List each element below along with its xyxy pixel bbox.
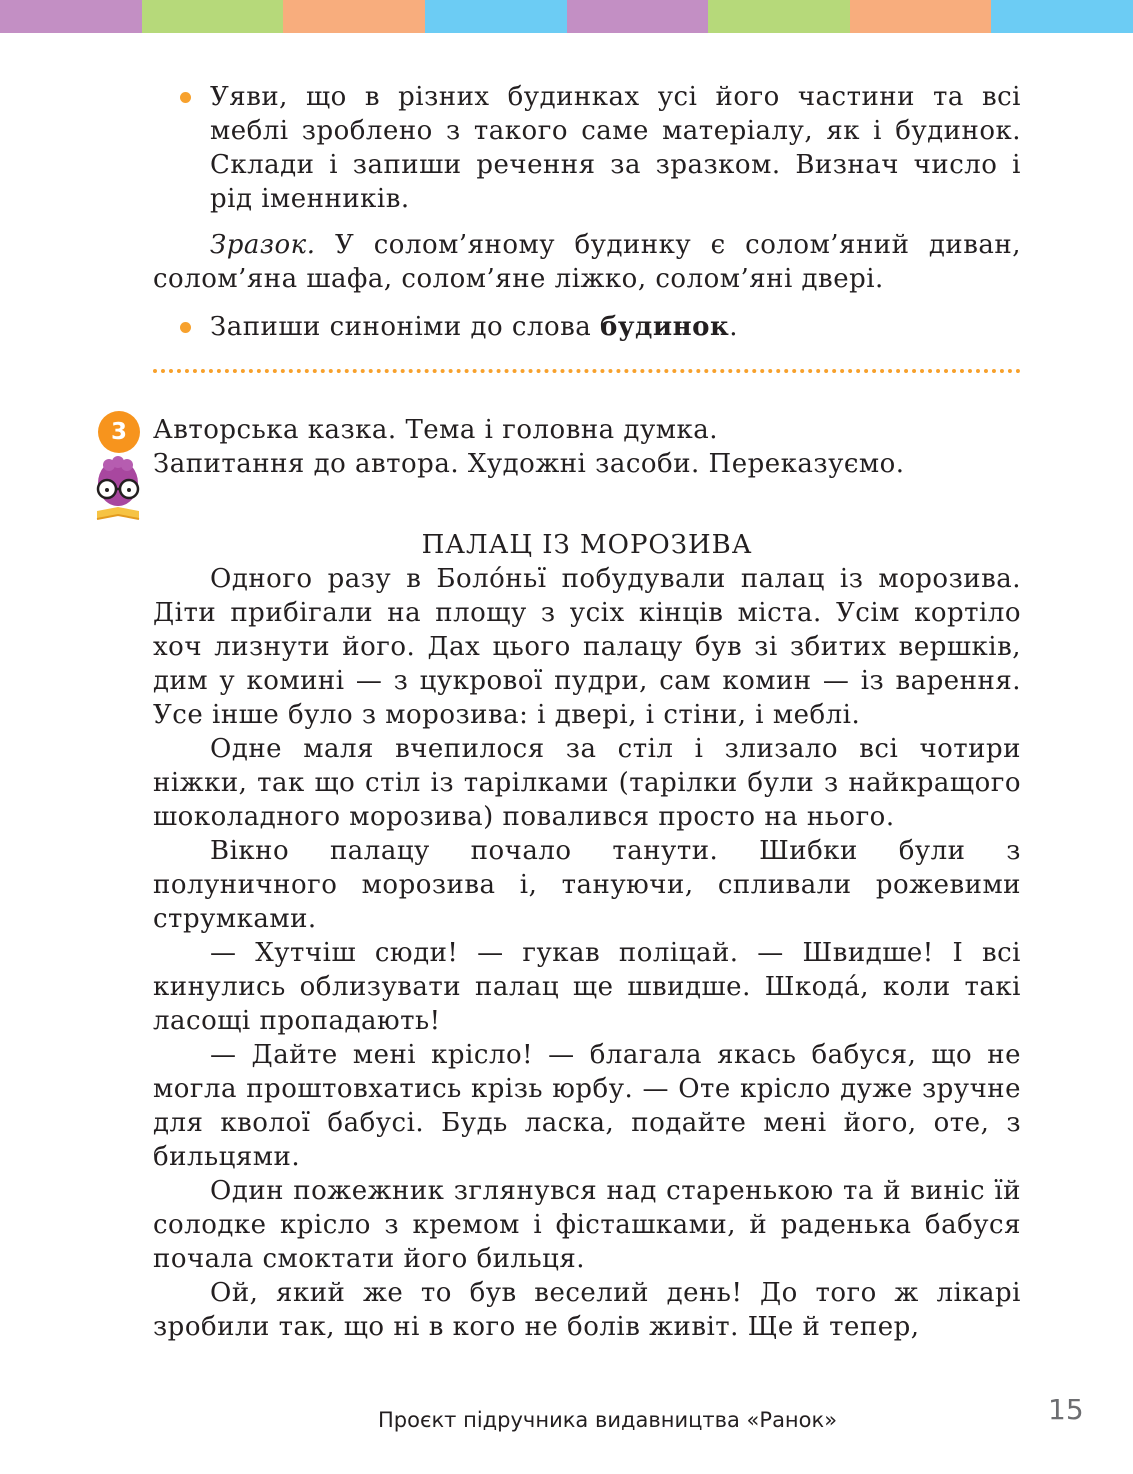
stripe-segment — [283, 0, 425, 33]
exercise-bullet-2-end: . — [729, 312, 739, 342]
exercise-bullet-2-text: Запиши синоніми до слова — [210, 312, 601, 342]
task-line-1: Авторська казка. Тема і головна думка. — [153, 415, 718, 445]
bullet-dot-icon — [180, 322, 191, 333]
story-body — [153, 562, 1021, 1344]
task-number-badge: 3 — [98, 411, 140, 453]
exercise-bullet-1-text: Уяви, що в різних будинках усі його частини та всі меблі зроблено з такого саме матеріалу, як і будинок. Склади і запиши речення за зразком. Визнач число і рід іменників. — [210, 82, 1021, 214]
sample-sentence — [153, 228, 1021, 296]
stripe-segment — [991, 0, 1133, 33]
story-paragraph: Одного разу в Боло́ньї побудували палац із морозива. Діти прибігали на площу з усіх кінців міста. Усім кортіло хоч лизнути його. Дах цього палацу був зі збитих вершків, дим у комині — з цукрової пудри, сам комин — із варення. Усе інше було з морозива: і двері, і стіни, і меблі. — [153, 564, 1021, 730]
exercise-bullet-1 — [153, 80, 1021, 216]
sample-text: У солом’яному будинку є солом’яний диван, солом’яна шафа, солом’яне ліжко, солом’яні двері. — [153, 230, 1021, 294]
story-title: ПАЛАЦ ІЗ МОРОЗИВА — [421, 530, 753, 560]
page-content — [110, 80, 1021, 1344]
story-paragraph: — Дайте мені крісло! — благала якась бабуся, що не могла проштовхатись крізь юрбу. — Оте крісло дуже зручне для кволої бабусі. Будь ласка, подайте мені його, оте, з бильцями. — [153, 1040, 1021, 1172]
stripe-segment — [0, 0, 142, 33]
stripe-segment — [850, 0, 992, 33]
dotted-separator — [153, 369, 1021, 373]
task-line-2: Запитання до автора. Художні засоби. Переказуємо. — [153, 449, 905, 479]
story-paragraph: — Хутчіш сюди! — гукав поліцай. — Швидше! І всі кинулись облизувати палац ще швидше. Шкода́, коли такі ласощі пропадають! — [153, 938, 1021, 1036]
top-color-stripe — [0, 0, 1133, 33]
sample-lead: Зразок. — [210, 230, 316, 260]
story-paragraph: Один пожежник зглянувся над старенькою та й виніс їй солодке крісло з кремом і фісташками, й раденька бабуся почала смоктати його бильця. — [153, 1176, 1021, 1274]
keyword-bold: будинок — [600, 312, 730, 342]
stripe-segment — [425, 0, 567, 33]
task-header — [110, 413, 1021, 481]
publisher-footer: Проєкт підручника видавництва «Ранок» — [378, 1408, 838, 1432]
stripe-segment — [708, 0, 850, 33]
stripe-segment — [142, 0, 284, 33]
page-number: 15 — [1048, 1393, 1084, 1426]
stripe-segment — [567, 0, 709, 33]
story-paragraph: Одне маля вчепилося за стіл і злизало всі чотири ніжки, так що стіл із тарілками (тарілки були з найкращого шоколадного морозива) повалився просто на нього. — [153, 734, 1021, 832]
exercise-bullet-2 — [153, 310, 1021, 344]
story-paragraph: Ой, який же то був веселий день! До того ж лікарі зробили так, що ні в кого не болів живіт. Ще й тепер, — [153, 1278, 1021, 1342]
bullet-dot-icon — [180, 92, 191, 103]
story-paragraph: Вікно палацу почало танути. Шибки були з полуничного морозива і, тануючи, спливали рожевими струмками. — [153, 836, 1021, 934]
reading-mascot-icon — [91, 453, 145, 533]
